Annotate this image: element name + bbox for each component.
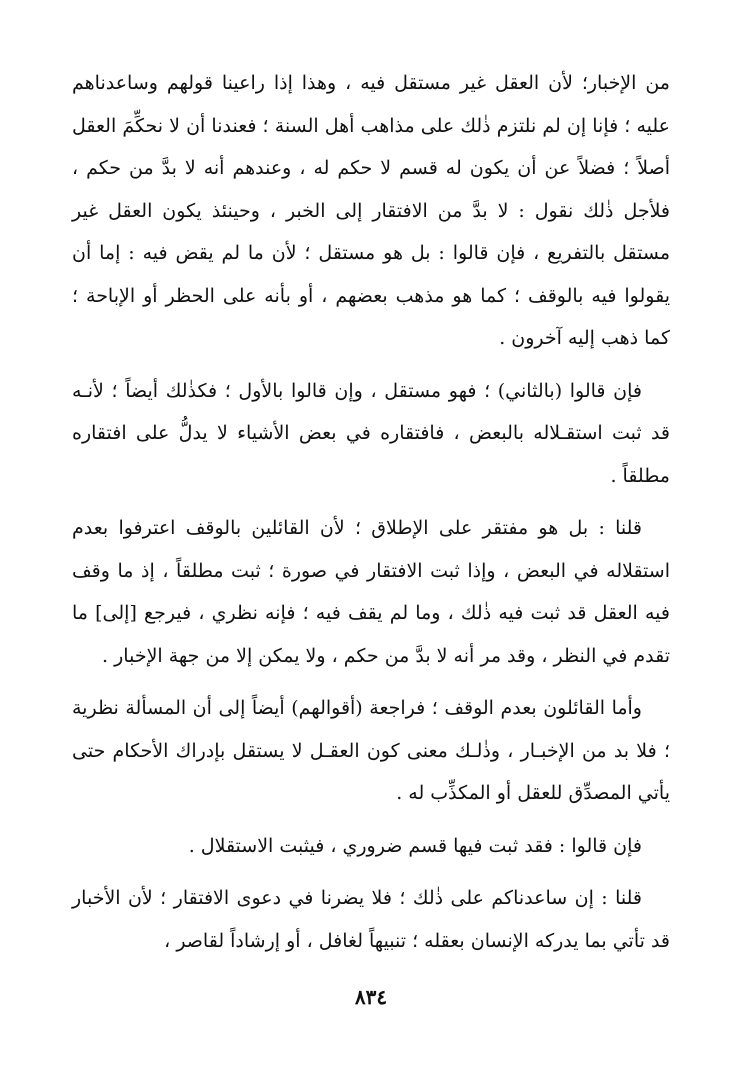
page-body bbox=[72, 62, 670, 962]
paragraph-3: قلنا : بل هو مفتقر على الإطلاق ؛ لأن القائلين بالوقف اعترفوا بعدم استقلاله في البعض ، وإذا ثبت الافتقار في صورة ؛ ثبت مطلقاً ، إذ ما وقف فيه العقل قد ثبت فيه ذٰلك ، وما لم يقف فيه ؛ فإنه نظري ، فيرجع [إلى] ما تقدم في النظر ، وقد مر أنه لا بدَّ من حكم ، ولا يمكن إلا من جهة الإخبار . bbox=[72, 517, 670, 667]
paragraph-1: من الإخبار؛ لأن العقل غير مستقل فيه ، وهذا إذا راعينا قولهم وساعدناهم عليه ؛ فإنا إن لم نلتزم ذٰلك على مذاهب أهل السنة ؛ فعندنا أن لا نحكِّمَ العقل أصلاً ؛ فضلاً عن أن يكون له قسم لا حكم له ، وعندهم أنه لا بدَّ من حكم ، فلأجل ذٰلك نقول : لا بدَّ من الافتقار إلى الخبر ، وحينئذ يكون العقل غير مستقل بالتفريع ، فإن قالوا : بل هو مستقل ؛ لأن ما لم يقض فيه : إما أن يقولوا فيه بالوقف ؛ كما هو مذهب بعضهم ، أو بأنه على الحظر أو الإباحة ؛ كما ذهب إليه آخرون . bbox=[72, 72, 670, 349]
paragraph-4: وأما القائلون بعدم الوقف ؛ فراجعة (أقوالهم) أيضاً إلى أن المسألة نظرية ؛ فلا بد من الإخبـار ، وذٰلـك معنى كون العقـل لا يستقل بإدراك الأحكام حتى يأتي المصدِّق للعقل أو المكذِّب له . bbox=[72, 697, 670, 804]
paragraph-5: فإن قالوا : فقد ثبت فيها قسم ضروري ، فيثبت الاستقلال . bbox=[188, 834, 642, 857]
page-number: ٨٣٤ bbox=[354, 985, 388, 1009]
paragraph-6: قلنا : إن ساعدناكم على ذٰلك ؛ فلا يضرنا في دعوى الافتقار ؛ لأن الأخبار قد تأتي بما يدركه الإنسان بعقله ؛ تنبيهاً لغافل ، أو إرشاداً لقاصر ، bbox=[72, 887, 670, 952]
paragraph-2: فإن قالوا (بالثاني) ؛ فهو مستقل ، وإن قالوا بالأول ؛ فكذٰلك أيضاً ؛ لأنـه قد ثبت استقـلاله بالبعض ، فافتقاره في بعض الأشياء لا يدلُّ على افتقاره مطلقاً . bbox=[72, 379, 670, 487]
